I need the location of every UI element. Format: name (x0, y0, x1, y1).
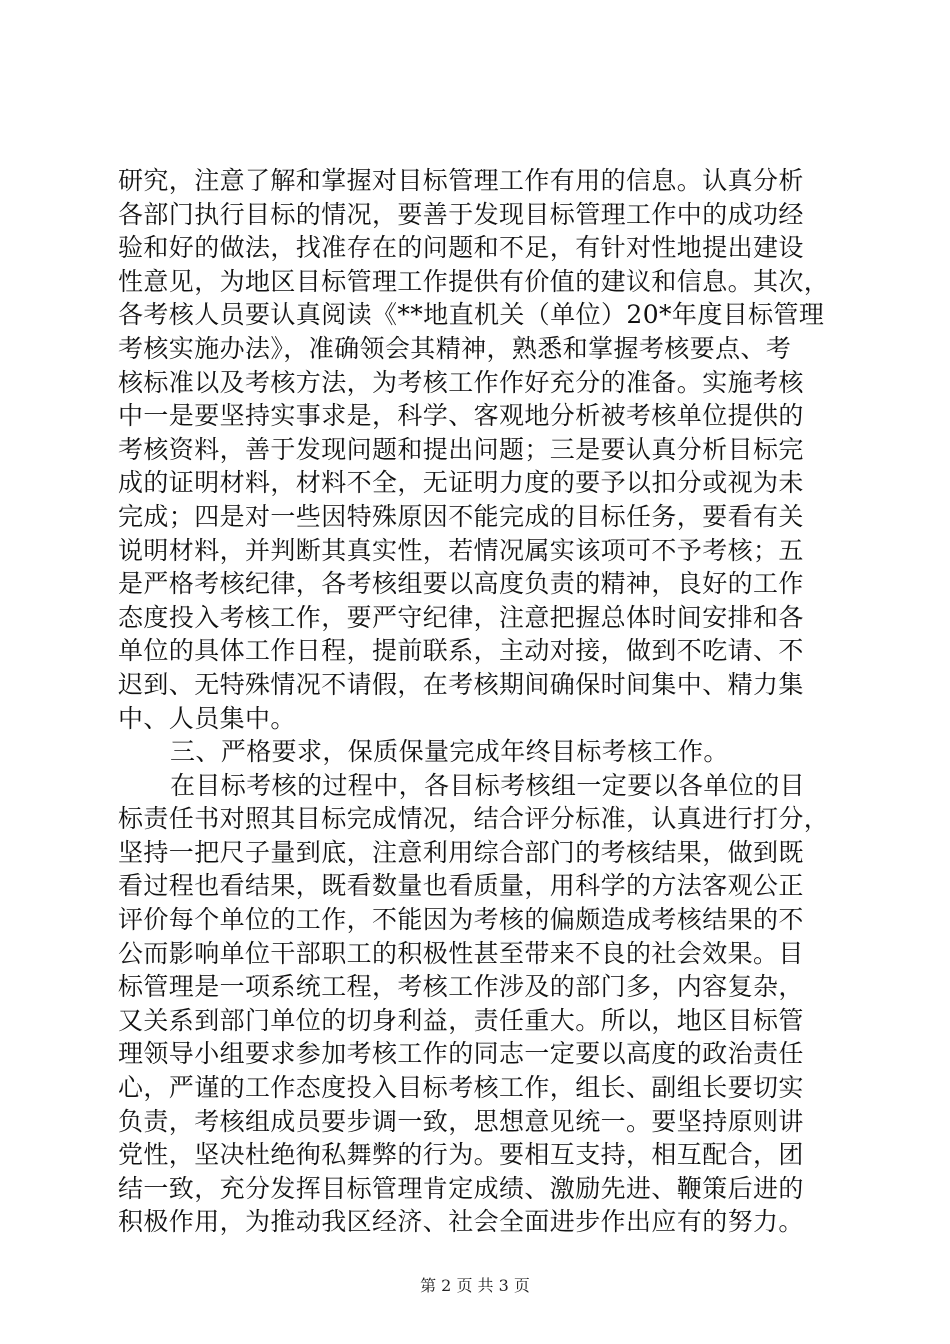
text-line: 负责，考核组成员要步调一致，思想意见统一。要坚持原则讲 (118, 1106, 804, 1136)
text-line: 态度投入考核工作，要严守纪律，注意把握总体时间安排和各 (118, 602, 804, 632)
text-line: 心，严谨的工作态度投入目标考核工作，组长、副组长要切实 (118, 1073, 804, 1103)
text-line: 各部门执行目标的情况，要善于发现目标管理工作中的成功经 (118, 199, 804, 229)
text-line: 性意见，为地区目标管理工作提供有价值的建议和信息。其次， (118, 266, 830, 296)
text-line: 结一致，充分发挥目标管理肯定成绩、激励先进、鞭策后进的 (118, 1173, 804, 1203)
text-line: 验和好的做法，找准存在的问题和不足，有针对性地提出建设 (118, 233, 804, 263)
section-heading: 三、严格要求，保质保量完成年终目标考核工作。 (170, 737, 729, 767)
text-line: 坚持一把尺子量到底，注意利用综合部门的考核结果，做到既 (118, 837, 804, 867)
text-line: 核标准以及考核方法，为考核工作作好充分的准备。实施考核 (118, 367, 804, 397)
page-number-footer: 第 2 页 共 3 页 (420, 1276, 530, 1295)
text-line: 说明材料，并判断其真实性，若情况属实该项可不予考核；五 (118, 535, 804, 565)
text-line: 理领导小组要求参加考核工作的同志一定要以高度的政治责任 (118, 1039, 804, 1069)
text-line: 又关系到部门单位的切身利益，责任重大。所以，地区目标管 (118, 1005, 804, 1035)
text-line: 单位的具体工作日程，提前联系，主动对接，做到不吃请、不 (118, 636, 804, 666)
text-line: 标管理是一项系统工程，考核工作涉及的部门多，内容复杂， (118, 972, 804, 1002)
text-line: 考核实施办法》，准确领会其精神，熟悉和掌握考核要点、考 (118, 333, 792, 363)
text-line: 考核资料，善于发现问题和提出问题；三是要认真分析目标完 (118, 434, 804, 464)
paragraph-first-line: 在目标考核的过程中，各目标考核组一定要以各单位的目 (170, 770, 806, 800)
text-line: 公而影响单位干部职工的积极性甚至带来不良的社会效果。目 (118, 938, 804, 968)
text-line: 各考核人员要认真阅读《**地直机关（单位）20*年度目标管理 (118, 300, 825, 330)
text-line: 中一是要坚持实事求是，科学、客观地分析被考核单位提供的 (118, 401, 804, 431)
text-line: 完成；四是对一些因特殊原因不能完成的目标任务，要看有关 (118, 501, 804, 531)
document-body (118, 164, 838, 1239)
text-line: 成的证明材料，材料不全，无证明力度的要予以扣分或视为未 (118, 468, 804, 498)
text-line: 中、人员集中。 (118, 703, 296, 733)
text-line: 标责任书对照其目标完成情况，结合评分标准，认真进行打分， (118, 804, 830, 834)
text-line: 迟到、无特殊情况不请假，在考核期间确保时间集中、精力集 (118, 669, 804, 699)
text-line: 评价每个单位的工作，不能因为考核的偏颇造成考核结果的不 (118, 905, 804, 935)
text-line: 党性，坚决杜绝徇私舞弊的行为。要相互支持，相互配合，团 (118, 1140, 804, 1170)
text-line: 是严格考核纪律，各考核组要以高度负责的精神，良好的工作 (118, 569, 804, 599)
text-line: 看过程也看结果，既看数量也看质量，用科学的方法客观公正 (118, 871, 804, 901)
text-line: 研究，注意了解和掌握对目标管理工作有用的信息。认真分析 (118, 166, 804, 195)
text-line: 积极作用，为推动我区经济、社会全面进步作出应有的努力。 (118, 1207, 804, 1237)
